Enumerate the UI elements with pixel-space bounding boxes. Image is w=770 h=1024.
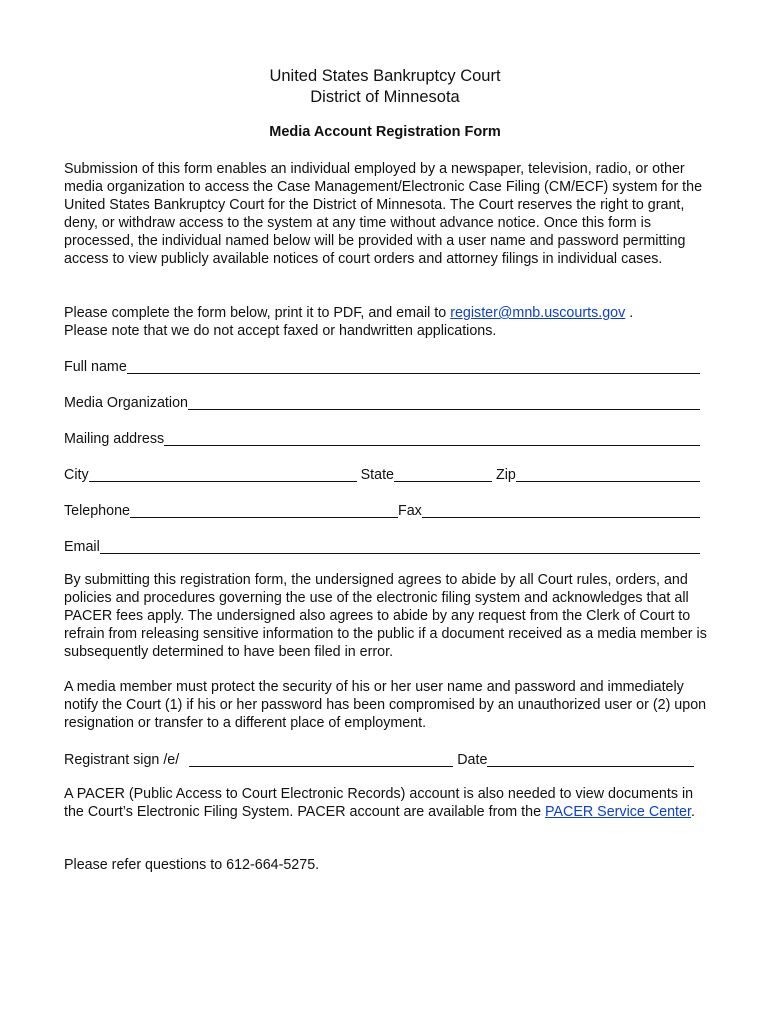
fax-label: Fax: [397, 503, 422, 519]
intro-paragraph: Submission of this form enables an individual employed by a newspaper, television, radio, or other media organization to access the Case Management/Electronic Case Filing (CM/ECF) system for the United States Bankruptcy Court for the District of Minnesota. The Court reserves the right to grant, deny, or withdraw access to the system at any time without advance notice. Once this form is processed, the individual named below will be provided with a user name and password permitting access to view publicly available notices of court orders and attorney filings in individual cases.: [64, 161, 703, 267]
registration-email-link[interactable]: register@mnb.uscourts.gov: [450, 305, 626, 321]
full-name-field[interactable]: [127, 359, 700, 374]
city-label: City: [64, 467, 89, 483]
telephone-field[interactable]: [130, 503, 398, 518]
signature-field[interactable]: [189, 752, 453, 767]
agreement-paragraph: By submitting this registration form, the undersigned agrees to abide by all Court rules, orders, and policies and procedures governing the use of the electronic filing system and acknowledges that all PACER fees apply. The undersigned also agrees to abide by any request from the Clerk of Court to refrain from releasing sensitive information to the public if a document received as a media member is subsequently determined to have been filed in error.: [64, 572, 707, 660]
telephone-label: Telephone: [64, 503, 130, 519]
full-name-row: [64, 356, 700, 376]
state-field[interactable]: [394, 467, 492, 482]
instructions-text: Please complete the form below, print it to PDF, and email to: [64, 305, 451, 321]
telephone-fax-row: [64, 500, 700, 520]
court-name: United States Bankruptcy Court: [269, 67, 501, 85]
contact-paragraph: Please refer questions to 612-664-5275.: [64, 857, 320, 873]
date-label: Date: [457, 752, 488, 768]
zip-label: Zip: [496, 467, 516, 483]
form-title: Media Account Registration Form: [269, 124, 501, 140]
city-state-zip-row: [64, 464, 700, 484]
email-label: Email: [64, 539, 100, 555]
instructions-period: .: [625, 305, 634, 321]
email-field[interactable]: [100, 539, 700, 554]
instructions-note: Please note that we do not accept faxed or handwritten applications.: [64, 323, 497, 339]
media-organization-field[interactable]: [188, 395, 700, 410]
mailing-address-label: Mailing address: [64, 431, 165, 447]
security-paragraph: A media member must protect the security of his or her user name and password and immediately notify the Court (1) if his or her password has been compromised by an unauthorized user or (2) upon resignation or transfer to a different place of employment.: [64, 679, 707, 731]
email-row: [64, 536, 700, 556]
district-name: District of Minnesota: [310, 88, 460, 106]
mailing-address-row: [64, 428, 700, 448]
city-field[interactable]: [89, 467, 357, 482]
full-name-label: Full name: [64, 359, 127, 375]
date-field[interactable]: [487, 752, 694, 767]
pacer-paragraph: [64, 785, 714, 821]
mailing-address-field[interactable]: [164, 431, 700, 446]
fax-field[interactable]: [422, 503, 700, 518]
signature-label: Registrant sign /e/: [64, 752, 180, 768]
instructions-paragraph: [64, 304, 714, 340]
pacer-period: .: [690, 804, 695, 820]
pacer-text: A PACER (Public Access to Court Electronic Records) account is also needed to view documents in the Court’s Electronic Filing System. PACER account are available from the: [64, 786, 694, 820]
media-organization-label: Media Organization: [64, 395, 188, 411]
media-organization-row: [64, 392, 700, 412]
state-label: State: [360, 467, 395, 483]
signature-row: [64, 749, 700, 769]
pacer-service-center-link[interactable]: PACER Service Center: [545, 804, 691, 820]
zip-field[interactable]: [516, 467, 700, 482]
